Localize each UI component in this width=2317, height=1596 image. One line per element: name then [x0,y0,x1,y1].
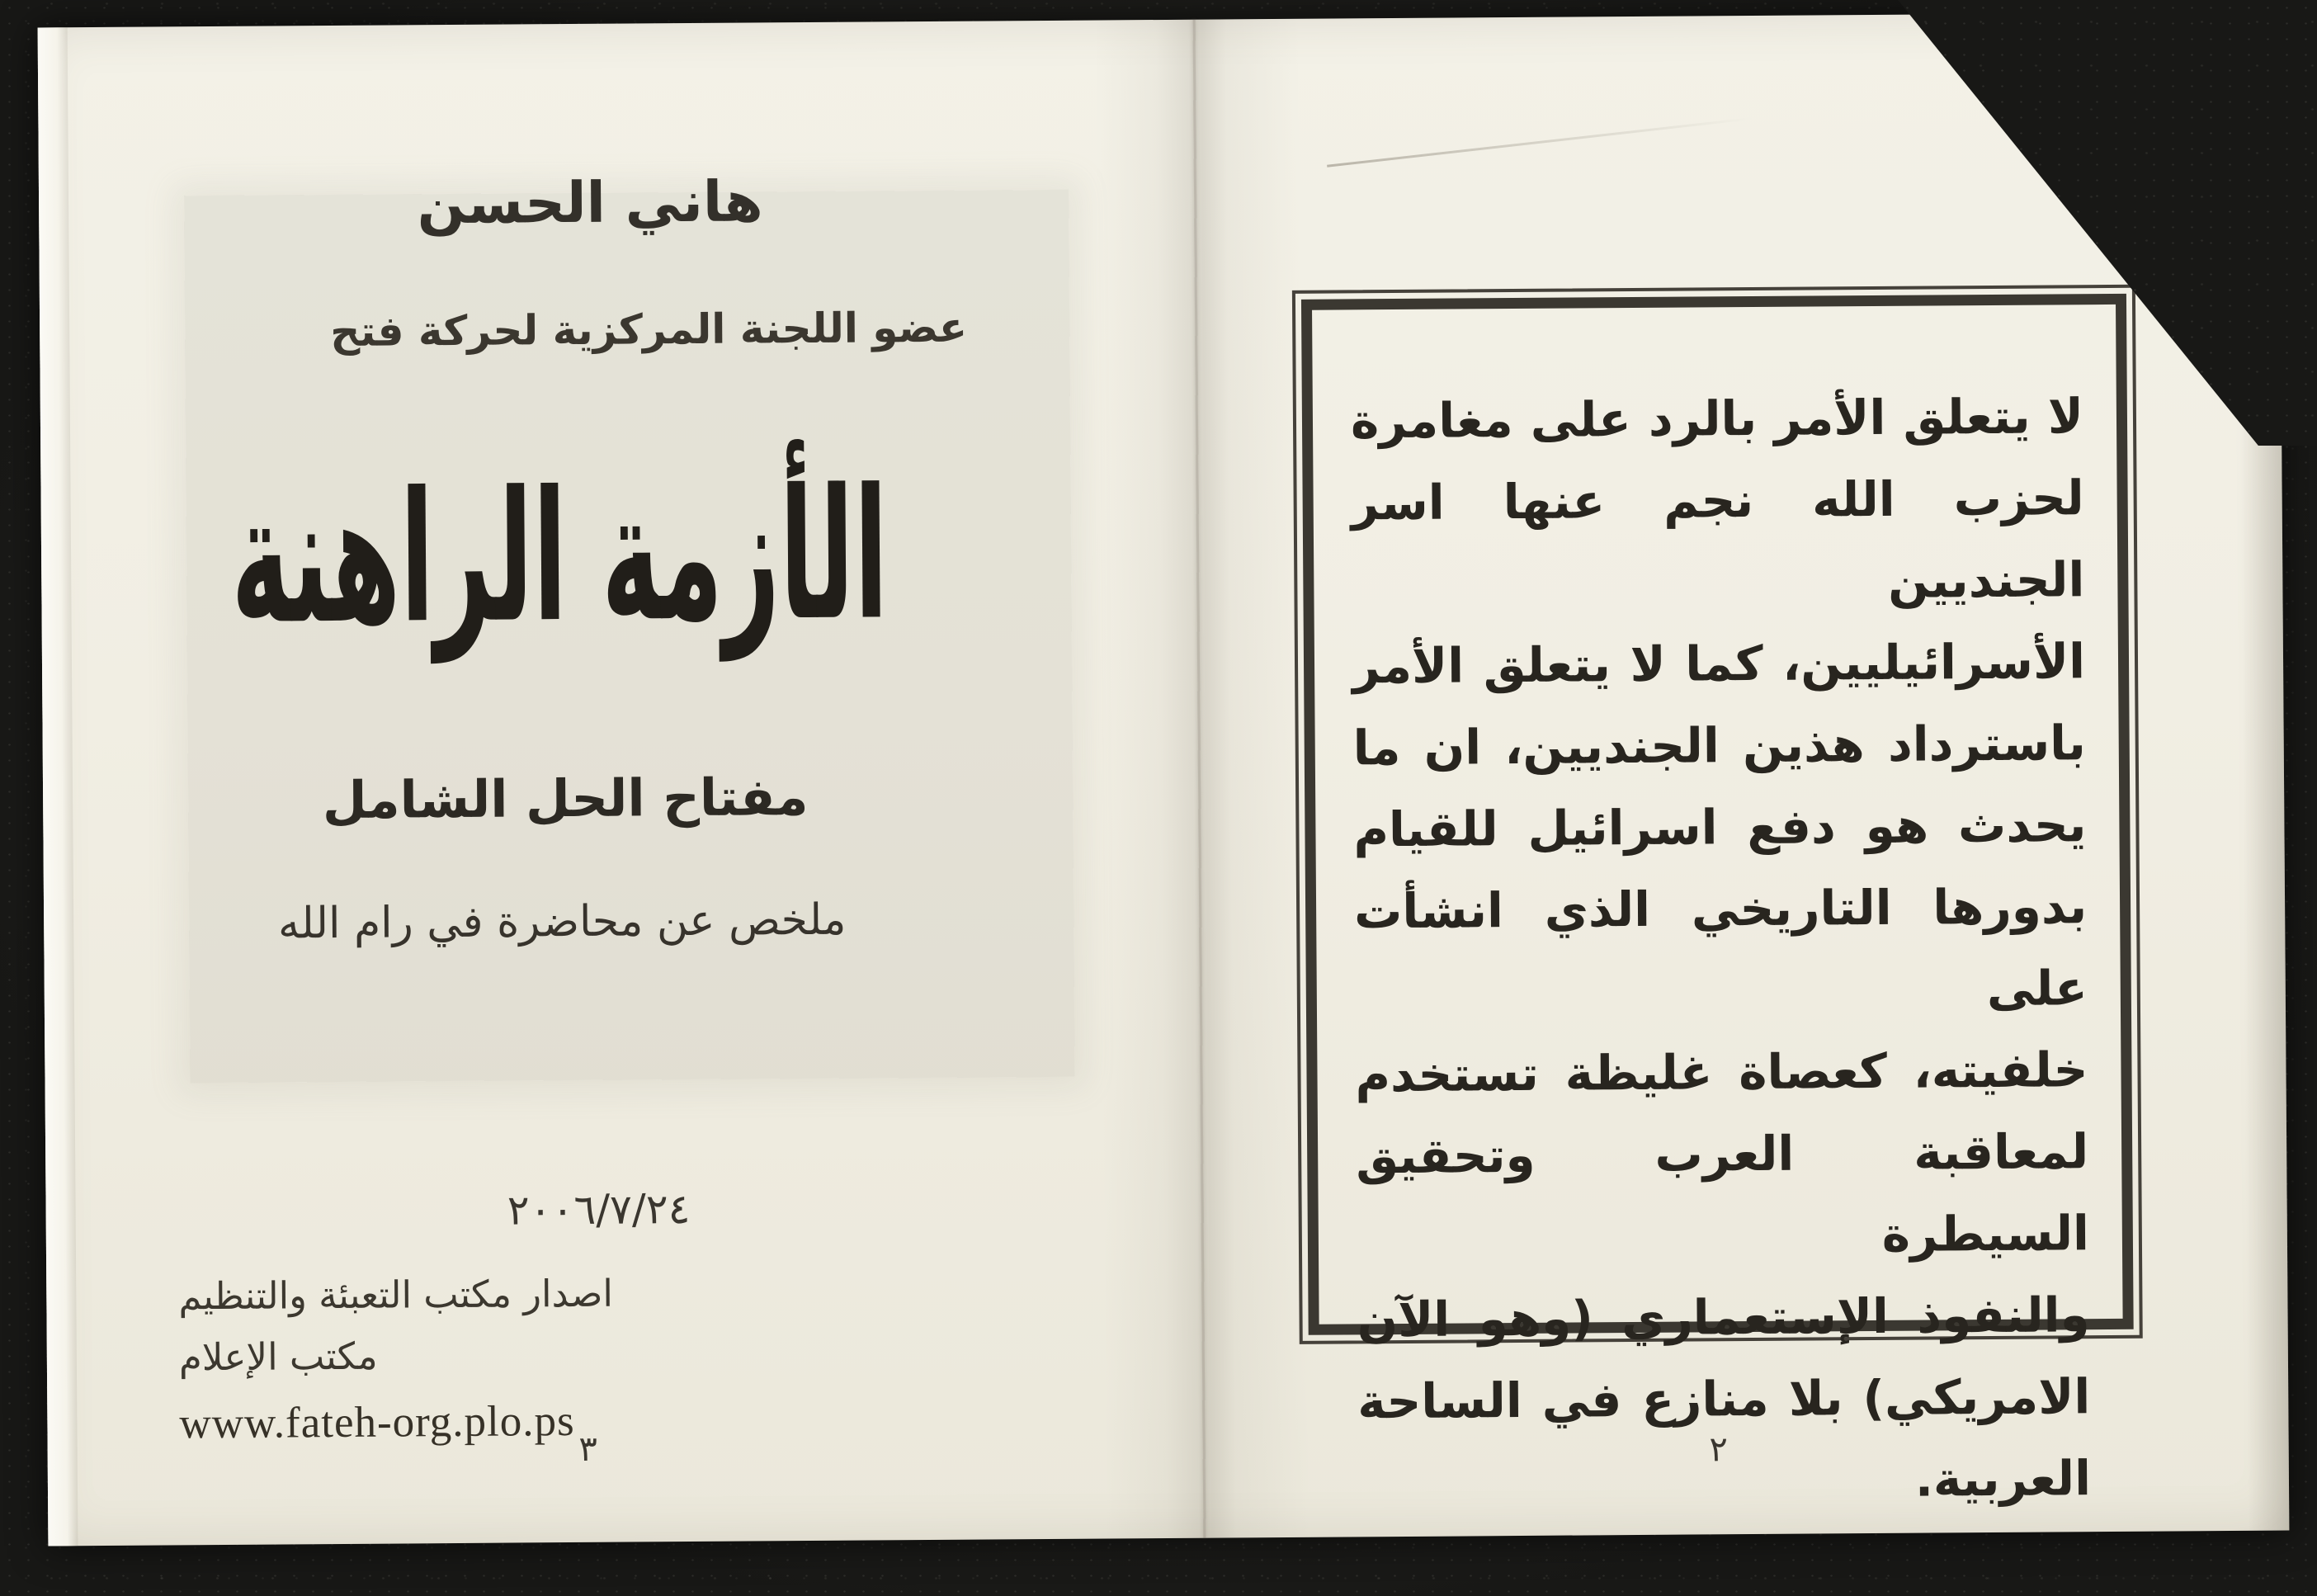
quote-line: والنفوذ الإستعماري (وهو الآن [1357,1287,2090,1348]
website-url: www.fateh-org.plo.ps [179,1396,575,1448]
quote-line: خلفيته، كعصاة غليظة تستخدم [1355,1041,2088,1103]
quote-line: الأسرائيليين، كما لا يتعلق الأمر [1352,633,2086,695]
author-role: عضو اللجنة المركزية لحركة فتح [330,303,968,357]
booklet-title: الأزمة الراهنة [230,451,890,665]
media-office-line: مكتب الإعلام [178,1334,378,1380]
quote-line: الامريكي) بلا منازع في الساحة [1357,1368,2091,1430]
page-number-left: ٣ [578,1428,598,1469]
quote-text-block [1312,305,2124,1525]
quote-line: يحدث هو دفع اسرائيل للقيام [1353,796,2087,858]
publisher-block [178,1262,807,1454]
quote-line: لمعاقبة العرب وتحقيق السيطرة [1355,1123,2090,1263]
quote-line: لا يتعلق الأمر بالرد على مغامرة [1350,388,2084,450]
lecture-note: ملخص عن محاضرة في رام الله [277,895,847,949]
booklet-spread [38,12,2290,1546]
booklet-subtitle: مفتاح الحل الشامل [322,767,809,831]
quote-line: لحزب الله نجم عنها اسر الجنديين [1351,470,2085,609]
quote-box-border [1292,285,2143,1508]
fold-crease [1327,117,1753,168]
quote-line: بدورها التاريخي الذي انشأت على [1353,878,2088,1018]
quote-line: العربية. [1914,1450,2092,1508]
author-name: هاني الحسن [417,169,763,238]
quote-line: باسترداد هذين الجنديين، ان ما [1352,715,2086,777]
page-number-right: ٢ [1709,1428,1729,1470]
publisher-office-line: اصدار مكتب التعبئة والتنظيم [178,1271,614,1319]
quote-box-inner-border [1301,294,2134,1508]
publication-date: ٢٠٠٦/٧/٢٤ [507,1185,691,1235]
